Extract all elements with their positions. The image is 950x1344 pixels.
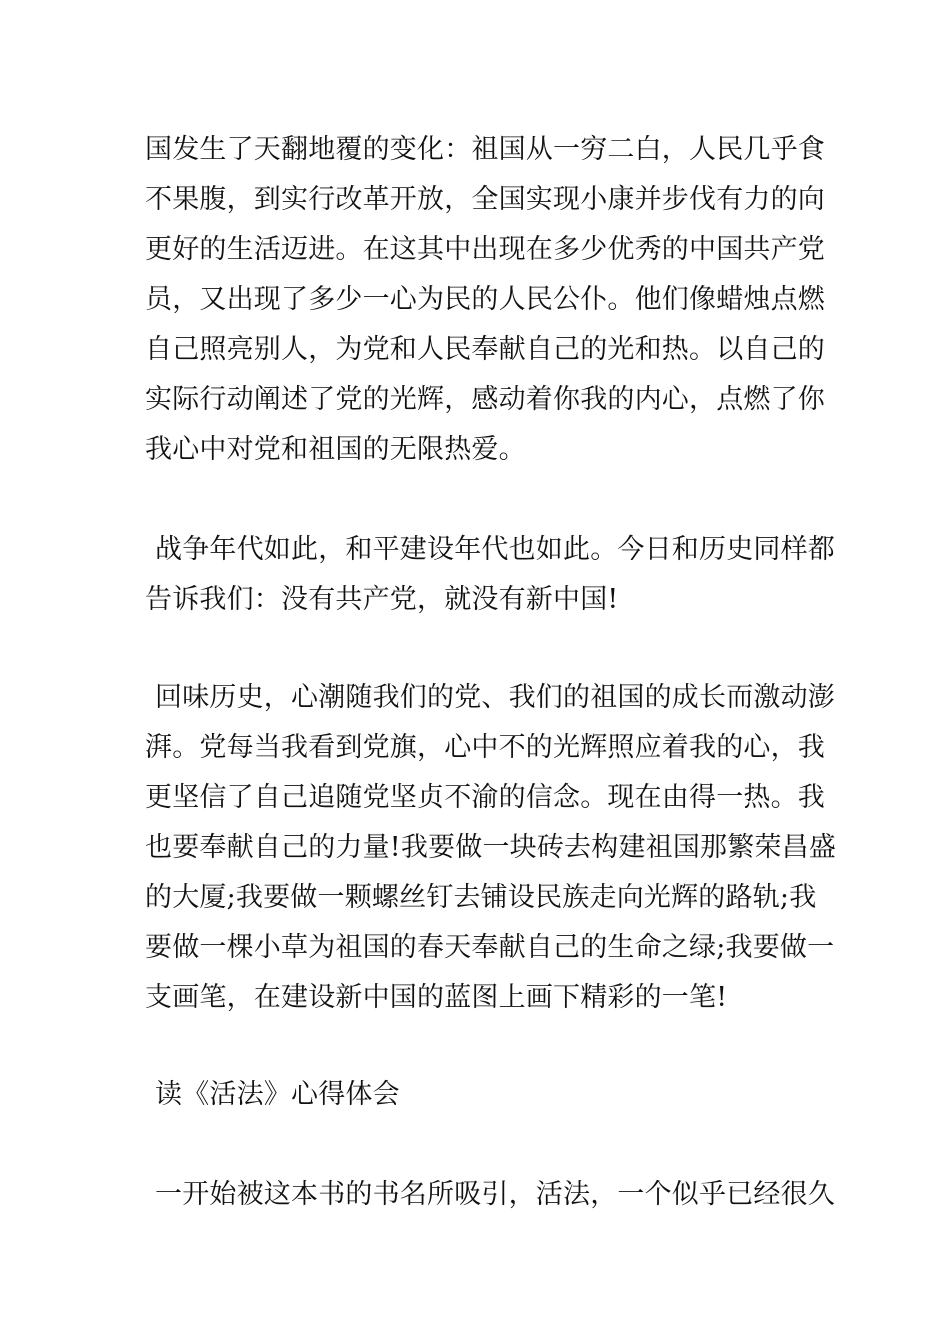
paragraph-line: 国发生了天翻地覆的变化：祖国从一穷二白，人民几乎食: [145, 134, 825, 165]
paragraph-line: 实际行动阐述了党的光辉，感动着你我的内心，点燃了你: [145, 384, 825, 415]
paragraph-line: 告诉我们：没有共产党，就没有新中国!: [145, 584, 619, 615]
paragraph-line: 自己照亮别人，为党和人民奉献自己的光和热。以自己的: [145, 334, 825, 365]
heading-line: 读《活法》心得体会: [155, 1079, 400, 1110]
paragraph-line: 更坚信了自己追随党坚贞不渝的信念。现在由得一热。我: [145, 782, 825, 813]
paragraph-line: 要做一棵小草为祖国的春天奉献自己的生命之绿;我要做一: [145, 932, 835, 963]
paragraph-line: 不果腹，到实行改革开放，全国实现小康并步伐有力的向: [145, 184, 825, 215]
paragraph-line: 也要奉献自己的力量!我要做一块砖去构建祖国那繁荣昌盛: [145, 832, 837, 863]
paragraph-line: 员，又出现了多少一心为民的人民公仆。他们像蜡烛点燃: [145, 284, 825, 315]
paragraph-line: 的大厦;我要做一颗螺丝钉去铺设民族走向光辉的路轨;我: [145, 882, 817, 913]
paragraph-line: 回味历史，心潮随我们的党、我们的祖国的成长而激动澎: [155, 682, 835, 713]
paragraph-line: 湃。党每当我看到党旗，心中不的光辉照应着我的心，我: [145, 732, 825, 763]
paragraph-line: 我心中对党和祖国的无限热爱。: [145, 434, 526, 465]
paragraph-line: 支画笔，在建设新中国的蓝图上画下精彩的一笔!: [145, 982, 728, 1013]
paragraph-line: 战争年代如此，和平建设年代也如此。今日和历史同样都: [155, 534, 835, 565]
paragraph-line: 更好的生活迈进。在这其中出现在多少优秀的中国共产党: [145, 234, 825, 265]
paragraph-line: 一开始被这本书的书名所吸引，活法，一个似乎已经很久: [155, 1179, 835, 1210]
